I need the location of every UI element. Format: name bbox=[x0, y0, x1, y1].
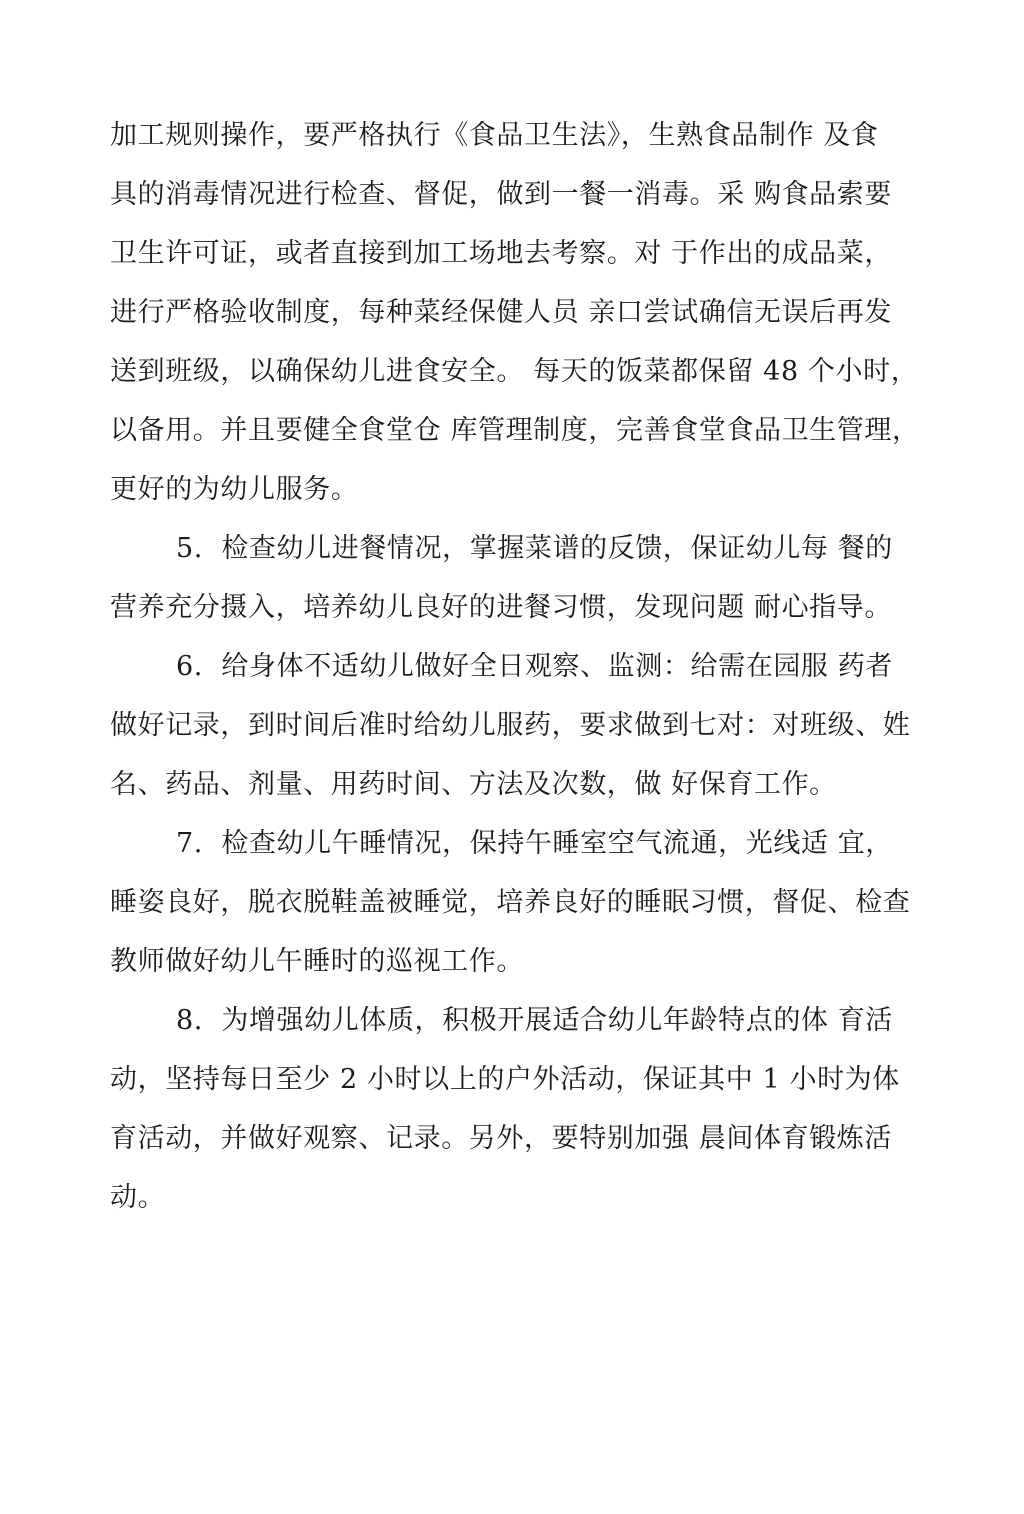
paragraph-food-safety bbox=[110, 106, 930, 519]
text-line: 营养充分摄入，培养幼儿良好的进餐习惯，发现问题 耐心指导。 bbox=[110, 592, 892, 623]
text-line: 送到班级，以确保幼儿进食安全。 每天的饭菜都保留 48 个小时， bbox=[110, 356, 919, 387]
text-line: 名、药品、剂量、用药时间、方法及次数，做 好保育工作。 bbox=[110, 769, 837, 800]
text-line: 6. 给身体不适幼儿做好全日观察、监测：给需在园服 药者 bbox=[176, 651, 893, 682]
text-line: 更好的为幼儿服务。 bbox=[110, 474, 359, 505]
paragraph-item-8 bbox=[110, 991, 930, 1227]
document-body bbox=[110, 106, 930, 1227]
text-line: 加工规则操作，要严格执行《食品卫生法》，生熟食品制作 及食 bbox=[110, 120, 879, 151]
text-line: 以备用。并且要健全食堂仓 库管理制度，完善食堂食品卫生管理， bbox=[110, 415, 920, 446]
paragraph-item-7 bbox=[110, 814, 930, 991]
text-line: 做好记录，到时间后准时给幼儿服药，要求做到七对：对班级、姓 bbox=[110, 710, 911, 741]
paragraph-item-6 bbox=[110, 637, 930, 814]
text-line: 7. 检查幼儿午睡情况，保持午睡室空气流通，光线适 宜， bbox=[176, 828, 893, 859]
text-line: 进行严格验收制度，每种菜经保健人员 亲口尝试确信无误后再发 bbox=[110, 297, 892, 328]
text-line: 育活动，并做好观察、记录。另外，要特别加强 晨间体育锻炼活 bbox=[110, 1123, 892, 1154]
text-line: 教师做好幼儿午睡时的巡视工作。 bbox=[110, 946, 524, 977]
text-line: 8. 为增强幼儿体质，积极开展适合幼儿年龄特点的体 育活 bbox=[176, 1005, 893, 1036]
text-line: 睡姿良好，脱衣脱鞋盖被睡觉，培养良好的睡眠习惯，督促、检查 bbox=[110, 887, 911, 918]
text-line: 动。 bbox=[110, 1182, 166, 1213]
text-line: 具的消毒情况进行检查、督促，做到一餐一消毒。采 购食品索要 bbox=[110, 179, 892, 210]
text-line: 5. 检查幼儿进餐情况，掌握菜谱的反馈，保证幼儿每 餐的 bbox=[176, 533, 893, 564]
paragraph-item-5 bbox=[110, 519, 930, 637]
text-line: 卫生许可证，或者直接到加工场地去考察。对 于作出的成品菜， bbox=[110, 238, 892, 269]
text-line: 动，坚持每日至少 2 小时以上的户外活动，保证其中 1 小时为体 bbox=[110, 1064, 900, 1095]
